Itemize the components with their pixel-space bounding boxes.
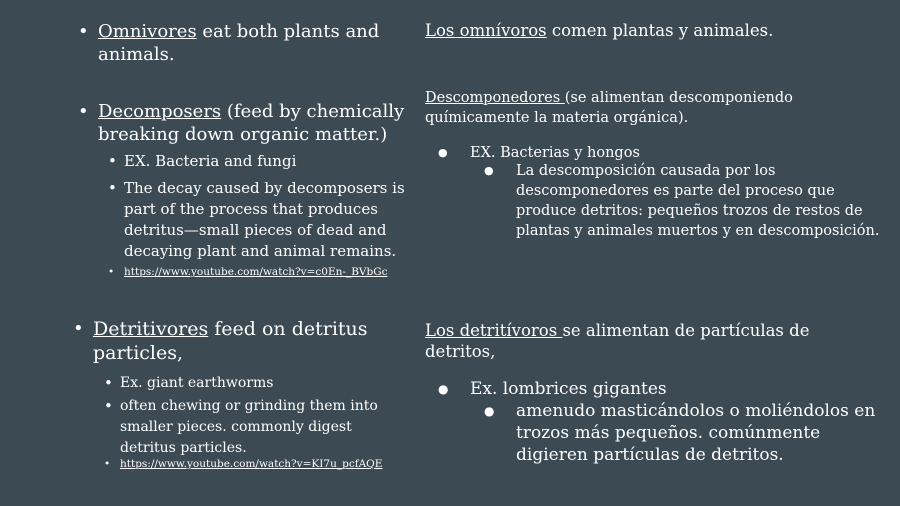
- decomposers-sub-2: [108, 178, 418, 262]
- link-bullet-icon: •: [104, 458, 111, 470]
- detritivores-link-row: [104, 457, 414, 471]
- detritivores-es-sub-1: [438, 378, 878, 400]
- omnivores-desc: eat both plants and animals.: [98, 21, 380, 65]
- detritivores-es-sub-2: [484, 400, 884, 466]
- detritivores-es: [425, 320, 875, 362]
- omnivores-es-term: Los omnívoros: [425, 21, 547, 40]
- decomposers-es-example: EX. Bacterias y hongos: [470, 145, 640, 161]
- decomposers-bullet: [78, 100, 408, 146]
- decomposers-link-row: [108, 265, 418, 279]
- detritivores-text: [93, 317, 403, 365]
- omnivores-bullet: [78, 20, 398, 66]
- detritivores-sub-2: [104, 396, 404, 459]
- omnivores-es-desc: comen plantas y animales.: [546, 21, 774, 40]
- detritivores-es-chewing-text: amenudo masticándolos o moliéndolos en trozos más pequeños. comúnmente digieren partículas de detritos.: [516, 401, 876, 465]
- decomposers-es-detritus-text: La descomposición causada por los descomponedores es parte del proceso que produce detritos: pequeños trozos de restos de plantas y animales muertos y en descomposición.: [516, 163, 880, 239]
- bullet-icon: •: [78, 21, 89, 42]
- detritivores-es-desc: se alimentan de partículas de detritos,: [425, 321, 810, 361]
- decomposers-es-sub-2: [484, 161, 884, 241]
- decomposers-text: [98, 100, 408, 146]
- sub-bullet-icon: •: [108, 152, 117, 170]
- detritivores-desc: feed on detritus particles,: [93, 318, 368, 364]
- sub-bullet-icon: •: [108, 179, 117, 197]
- detritivores-example: Ex. giant earthworms: [120, 375, 274, 391]
- circle-bullet-icon: ●: [484, 164, 494, 177]
- decomposers-example: EX. Bacteria and fungi: [124, 152, 297, 170]
- bullet-icon: •: [78, 101, 89, 122]
- decomposers-sub-1: [108, 151, 413, 172]
- link-bullet-icon: •: [108, 266, 115, 278]
- sub-bullet-icon: •: [104, 374, 113, 392]
- bullet-icon: •: [73, 318, 84, 339]
- circle-bullet-icon: ●: [438, 146, 448, 159]
- circle-bullet-icon: ●: [438, 382, 449, 396]
- decomposers-desc: (feed by chemically breaking down organic matter.): [98, 101, 405, 145]
- decomposers-term: Decomposers: [98, 101, 222, 122]
- detritivores-video-link[interactable]: https://www.youtube.com/watch?v=KI7u_pcfAQE: [120, 458, 383, 470]
- omnivores-term: Omnivores: [98, 21, 197, 42]
- decomposers-es-term: Descomponedores: [425, 90, 565, 106]
- omnivores-es: [425, 20, 885, 41]
- decomposers-es-sub-1: [438, 143, 878, 163]
- detritivores-term: Detritivores: [93, 318, 209, 340]
- detritivores-es-term: Los detritívoros: [425, 321, 563, 340]
- detritivores-bullet: [73, 317, 403, 365]
- decomposers-es: [425, 88, 865, 128]
- omnivores-text: [98, 20, 398, 66]
- detritivores-sub-1: [104, 373, 404, 394]
- detritivores-chewing-text: often chewing or grinding them into smaller pieces. commonly digest detritus particles.: [120, 398, 378, 456]
- decomposers-video-link[interactable]: https://www.youtube.com/watch?v=c0En-_BVbGc: [124, 266, 388, 278]
- circle-bullet-icon: ●: [484, 404, 495, 418]
- detritivores-es-example: Ex. lombrices gigantes: [470, 379, 667, 399]
- decomposers-es-desc: (se alimentan descomponiendo químicamente la materia orgánica).: [425, 90, 793, 126]
- sub-bullet-icon: •: [104, 397, 113, 415]
- decomposers-detritus-text: The decay caused by decomposers is part of the process that produces detritus—small pieces of dead and decaying plant and animal remains.: [124, 179, 405, 260]
